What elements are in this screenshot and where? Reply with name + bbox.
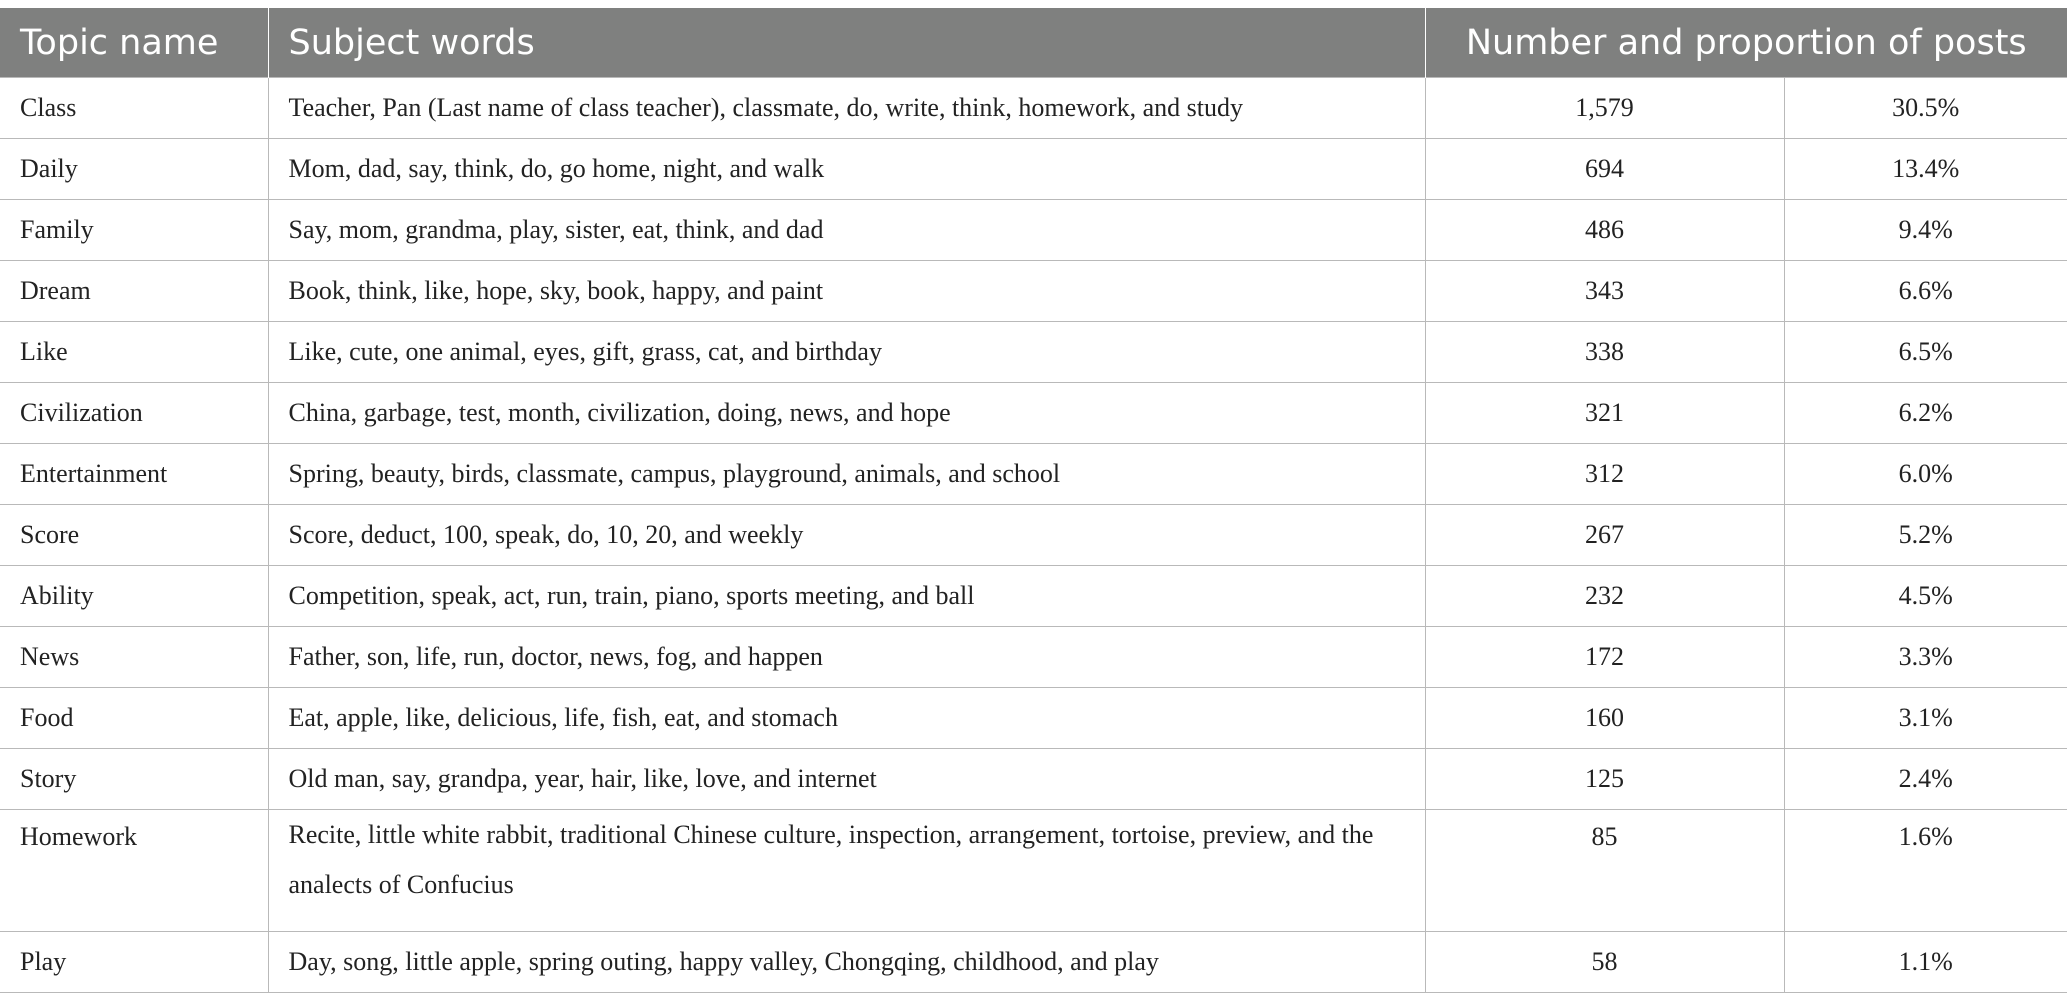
- post-count-cell: 85: [1425, 810, 1784, 932]
- subject-words-cell: Competition, speak, act, run, train, piano, sports meeting, and ball: [268, 566, 1425, 627]
- topic-cell: Food: [0, 688, 268, 749]
- subject-words-cell: Teacher, Pan (Last name of class teacher), classmate, do, write, think, homework, and study: [268, 78, 1425, 139]
- topic-cell: Like: [0, 322, 268, 383]
- post-count-cell: 58: [1425, 932, 1784, 993]
- subject-words-cell: Spring, beauty, birds, classmate, campus, playground, animals, and school: [268, 444, 1425, 505]
- subject-words-cell: Eat, apple, like, delicious, life, fish, eat, and stomach: [268, 688, 1425, 749]
- post-proportion-cell: 1.6%: [1784, 810, 2067, 932]
- post-count-cell: 267: [1425, 505, 1784, 566]
- header-number-proportion: Number and proportion of posts: [1425, 8, 2067, 78]
- topics-table: [0, 8, 2067, 993]
- table-row: [0, 383, 2067, 444]
- subject-words-cell: Mom, dad, say, think, do, go home, night, and walk: [268, 139, 1425, 200]
- subject-words-cell: Father, son, life, run, doctor, news, fog, and happen: [268, 627, 1425, 688]
- subject-words-cell: Book, think, like, hope, sky, book, happy, and paint: [268, 261, 1425, 322]
- table-row: [0, 261, 2067, 322]
- subject-words-cell: Recite, little white rabbit, traditional Chinese culture, inspection, arrangement, tortoise, preview, and the analects of Confucius: [268, 810, 1425, 932]
- post-proportion-cell: 3.1%: [1784, 688, 2067, 749]
- post-proportion-cell: 13.4%: [1784, 139, 2067, 200]
- topic-cell: Civilization: [0, 383, 268, 444]
- post-count-cell: 694: [1425, 139, 1784, 200]
- table-header: [0, 8, 2067, 78]
- post-count-cell: 1,579: [1425, 78, 1784, 139]
- table-row: [0, 322, 2067, 383]
- table-row: [0, 139, 2067, 200]
- topic-cell: Ability: [0, 566, 268, 627]
- topic-cell: News: [0, 627, 268, 688]
- post-proportion-cell: 1.1%: [1784, 932, 2067, 993]
- post-proportion-cell: 2.4%: [1784, 749, 2067, 810]
- topic-cell: Class: [0, 78, 268, 139]
- post-count-cell: 312: [1425, 444, 1784, 505]
- table-row: [0, 78, 2067, 139]
- topic-cell: Story: [0, 749, 268, 810]
- topic-cell: Play: [0, 932, 268, 993]
- topic-cell: Score: [0, 505, 268, 566]
- post-proportion-cell: 30.5%: [1784, 78, 2067, 139]
- topic-cell: Family: [0, 200, 268, 261]
- post-count-cell: 172: [1425, 627, 1784, 688]
- subject-words-cell: Old man, say, grandpa, year, hair, like, love, and internet: [268, 749, 1425, 810]
- header-subject-words: Subject words: [268, 8, 1425, 78]
- post-proportion-cell: 6.0%: [1784, 444, 2067, 505]
- table-row: [0, 505, 2067, 566]
- header-topic-name: Topic name: [0, 8, 268, 78]
- topics-table-container: [0, 8, 2067, 993]
- post-proportion-cell: 4.5%: [1784, 566, 2067, 627]
- post-count-cell: 486: [1425, 200, 1784, 261]
- post-count-cell: 232: [1425, 566, 1784, 627]
- post-count-cell: 125: [1425, 749, 1784, 810]
- post-count-cell: 160: [1425, 688, 1784, 749]
- post-proportion-cell: 6.5%: [1784, 322, 2067, 383]
- table-row: [0, 627, 2067, 688]
- topic-cell: Homework: [0, 810, 268, 932]
- table-body: [0, 78, 2067, 993]
- table-row: [0, 810, 2067, 932]
- subject-words-cell: Day, song, little apple, spring outing, happy valley, Chongqing, childhood, and play: [268, 932, 1425, 993]
- post-proportion-cell: 6.2%: [1784, 383, 2067, 444]
- post-proportion-cell: 3.3%: [1784, 627, 2067, 688]
- table-row: [0, 566, 2067, 627]
- table-row: [0, 200, 2067, 261]
- topic-cell: Dream: [0, 261, 268, 322]
- topic-cell: Daily: [0, 139, 268, 200]
- post-count-cell: 321: [1425, 383, 1784, 444]
- subject-words-cell: China, garbage, test, month, civilization, doing, news, and hope: [268, 383, 1425, 444]
- subject-words-cell: Like, cute, one animal, eyes, gift, grass, cat, and birthday: [268, 322, 1425, 383]
- subject-words-cell: Say, mom, grandma, play, sister, eat, think, and dad: [268, 200, 1425, 261]
- topic-cell: Entertainment: [0, 444, 268, 505]
- post-count-cell: 343: [1425, 261, 1784, 322]
- subject-words-cell: Score, deduct, 100, speak, do, 10, 20, and weekly: [268, 505, 1425, 566]
- post-count-cell: 338: [1425, 322, 1784, 383]
- post-proportion-cell: 6.6%: [1784, 261, 2067, 322]
- table-row: [0, 749, 2067, 810]
- table-row: [0, 932, 2067, 993]
- post-proportion-cell: 9.4%: [1784, 200, 2067, 261]
- post-proportion-cell: 5.2%: [1784, 505, 2067, 566]
- table-row: [0, 688, 2067, 749]
- table-row: [0, 444, 2067, 505]
- header-row: [0, 8, 2067, 78]
